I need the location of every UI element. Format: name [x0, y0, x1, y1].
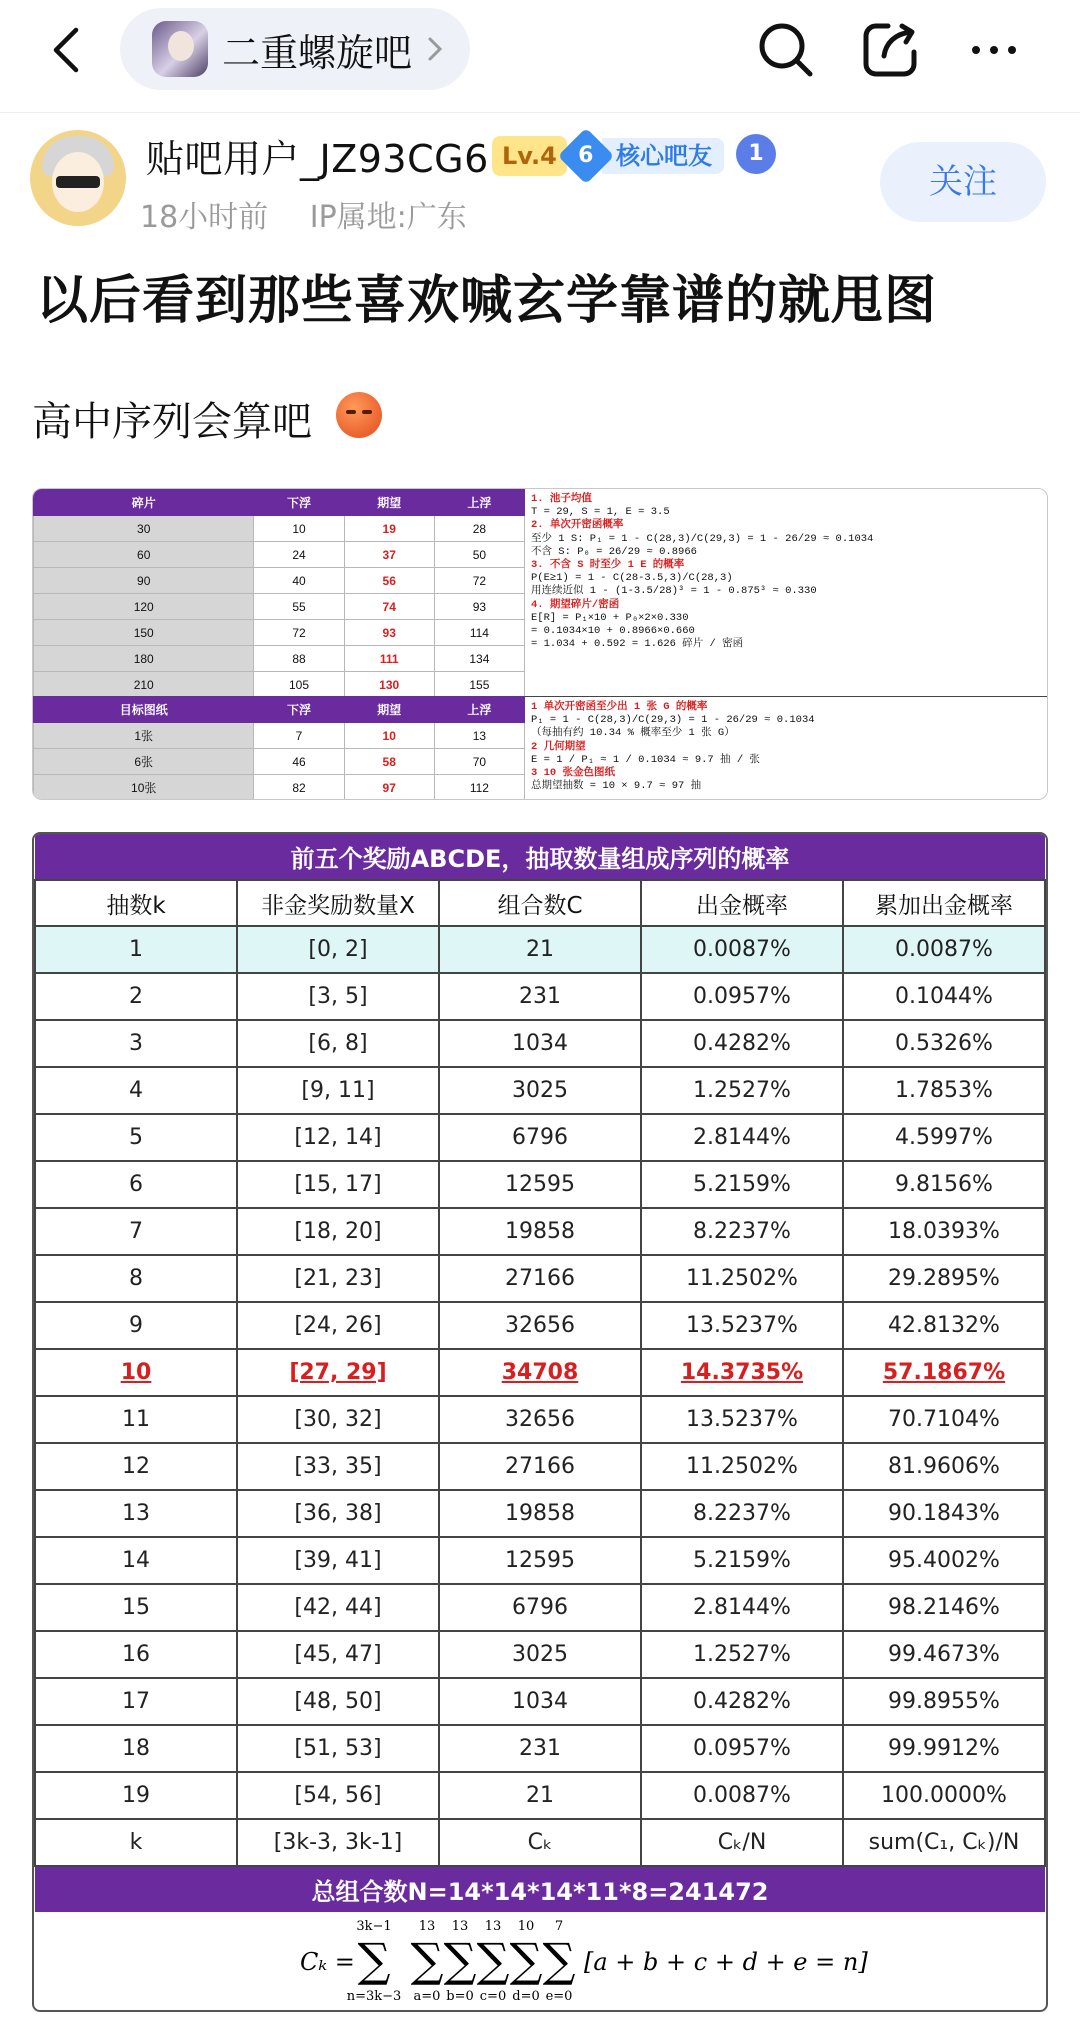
- table-cell: 1: [35, 926, 237, 973]
- table-cell: 6796: [439, 1114, 641, 1161]
- table-cell: 21: [439, 926, 641, 973]
- table-cell: [42, 44]: [237, 1584, 439, 1631]
- column-header: 组合数C: [439, 880, 641, 926]
- table-cell: 70.7104%: [843, 1396, 1045, 1443]
- table-cell: 19858: [439, 1208, 641, 1255]
- forum-avatar: [152, 21, 208, 77]
- table-cell: 93: [434, 594, 524, 620]
- note-line: 2. 单次开密函概率: [531, 519, 624, 532]
- table-cell: 3: [35, 1020, 237, 1067]
- table-row: [35, 1208, 1045, 1255]
- sum6-upper: 7: [554, 1919, 564, 1934]
- sum5-lower: d=0: [512, 1989, 540, 2004]
- table-cell: 15: [35, 1584, 237, 1631]
- table-cell: 6张: [34, 749, 254, 775]
- sum1-lower: n=3k−3: [346, 1989, 402, 2004]
- table-row: [35, 1020, 1045, 1067]
- core-member-badge: [566, 134, 724, 178]
- table-row: [35, 1537, 1045, 1584]
- table-cell: 70: [434, 749, 524, 775]
- note-line: T = 29, S = 1, E = 3.5: [531, 506, 670, 519]
- table-cell: 12: [35, 1443, 237, 1490]
- shard-table: [33, 489, 525, 698]
- table-cell: [18, 20]: [237, 1208, 439, 1255]
- table-row: [34, 568, 525, 594]
- table-cell: 57.1867%: [843, 1349, 1045, 1396]
- table-cell: [9, 11]: [237, 1067, 439, 1114]
- table-cell: 34708: [439, 1349, 641, 1396]
- table-cell: 99.9912%: [843, 1725, 1045, 1772]
- post-title: 以后看到那些喜欢喊玄学靠谱的就甩图: [36, 271, 938, 331]
- table-row: [34, 749, 525, 775]
- formula-lhs: Cₖ =: [300, 1948, 355, 1976]
- column-header: 非金奖励数量X: [237, 880, 439, 926]
- column-header: 上浮: [434, 490, 524, 516]
- core-member-number: 6: [558, 128, 615, 185]
- table-cell: 40: [254, 568, 344, 594]
- table-cell: 16: [35, 1631, 237, 1678]
- post-image-expectation-table[interactable]: [32, 488, 1048, 800]
- svg-text:∑: ∑: [509, 1933, 543, 1987]
- note-line: 1 单次开密函至少出 1 张 G 的概率: [531, 701, 708, 713]
- column-header: 累加出金概率: [843, 880, 1045, 926]
- total-combinations: 总组合数N=14*14*14*11*8=241472: [35, 1866, 1045, 1912]
- table-cell: 19: [344, 516, 434, 542]
- table-cell: 14: [35, 1537, 237, 1584]
- table-cell: 105: [254, 672, 344, 698]
- table-cell: [45, 47]: [237, 1631, 439, 1678]
- table-cell: 1.7853%: [843, 1067, 1045, 1114]
- table-row: [35, 1349, 1045, 1396]
- table-cell: 0.0957%: [641, 1725, 843, 1772]
- note-line: 至少 1 S: P₁ = 1 - C(28,3)/C(29,3) = 1 - 26/29 ≈ 0.1034: [531, 532, 874, 545]
- table-cell: 1.2527%: [641, 1067, 843, 1114]
- table-row: [35, 1255, 1045, 1302]
- note-line: （每抽有约 10.34 % 概率至少 1 张 G）: [531, 727, 735, 740]
- table-cell: [48, 50]: [237, 1678, 439, 1725]
- table-row: [34, 775, 525, 801]
- table-cell: 19858: [439, 1490, 641, 1537]
- svg-text:∑: ∑: [443, 1933, 477, 1987]
- table-cell: 130: [344, 672, 434, 698]
- table-cell: 1.2527%: [641, 1631, 843, 1678]
- table-cell: 0.0087%: [843, 926, 1045, 973]
- follow-button[interactable]: 关注: [880, 142, 1046, 222]
- table-cell: [54, 56]: [237, 1772, 439, 1819]
- formula-body: [a + b + c + d + e = n]: [584, 1948, 868, 1976]
- table-cell: 17: [35, 1678, 237, 1725]
- table-cell: 120: [34, 594, 254, 620]
- rank-badge: 1: [736, 134, 776, 174]
- table-row: [35, 1631, 1045, 1678]
- column-header: 下浮: [254, 697, 344, 723]
- table-cell: [33, 35]: [237, 1443, 439, 1490]
- share-icon[interactable]: [858, 18, 922, 82]
- table-cell: 98.2146%: [843, 1584, 1045, 1631]
- table-cell: [3k-3, 3k-1]: [237, 1819, 439, 1866]
- table-row: [35, 1161, 1045, 1208]
- table-cell: 9.8156%: [843, 1161, 1045, 1208]
- table-cell: 72: [254, 620, 344, 646]
- table-cell: 0.0087%: [641, 926, 843, 973]
- level-badge: Lv.4: [492, 136, 567, 176]
- calc-notes-bottom: [525, 697, 1048, 793]
- table-cell: 0.0957%: [641, 973, 843, 1020]
- table-cell: [6, 8]: [237, 1020, 439, 1067]
- sum4-lower: c=0: [479, 1989, 507, 2004]
- table-cell: 99.4673%: [843, 1631, 1045, 1678]
- table-cell: 97: [344, 775, 434, 801]
- column-header: 碎片: [34, 490, 254, 516]
- sum6-lower: e=0: [545, 1989, 573, 2004]
- table-row: [35, 1725, 1045, 1772]
- table-row: [35, 1678, 1045, 1725]
- table-row: [34, 542, 525, 568]
- table-cell: 0.0087%: [641, 1772, 843, 1819]
- table-cell: 10张: [34, 775, 254, 801]
- table-cell: 58: [344, 749, 434, 775]
- table-cell: [51, 53]: [237, 1725, 439, 1772]
- note-line: P₁ = 1 - C(28,3)/C(29,3) = 1 - 26/29 ≈ 0.1034: [531, 714, 815, 727]
- table-cell: 180: [34, 646, 254, 672]
- note-line: 用连续近似 1 - (1-3.5/28)³ = 1 - 0.875³ ≈ 0.330: [531, 585, 817, 598]
- table-cell: 11: [35, 1396, 237, 1443]
- table-row: [34, 672, 525, 698]
- ip-location: IP属地:广东: [309, 200, 467, 235]
- table-row: [35, 1490, 1045, 1537]
- table-cell: 21: [439, 1772, 641, 1819]
- table-cell: 5.2159%: [641, 1161, 843, 1208]
- table-cell: [39, 41]: [237, 1537, 439, 1584]
- svg-text:∑: ∑: [476, 1933, 510, 1987]
- table-cell: 8.2237%: [641, 1490, 843, 1537]
- table-cell: 5.2159%: [641, 1537, 843, 1584]
- search-icon[interactable]: [754, 18, 818, 82]
- table-cell: 27166: [439, 1255, 641, 1302]
- table-row: [35, 1584, 1045, 1631]
- table-cell: 10: [35, 1349, 237, 1396]
- forum-entry-pill[interactable]: [120, 8, 470, 90]
- table-cell: 3025: [439, 1631, 641, 1678]
- table-cell: 6796: [439, 1584, 641, 1631]
- table-title: 前五个奖励ABCDE，抽取数量组成序列的概率: [35, 834, 1045, 880]
- table-cell: 14.3735%: [641, 1349, 843, 1396]
- table-cell: 56: [344, 568, 434, 594]
- table-cell: 50: [434, 542, 524, 568]
- table-cell: [36, 38]: [237, 1490, 439, 1537]
- table-cell: 1张: [34, 723, 254, 749]
- post-body: 高中序列会算吧: [32, 399, 312, 445]
- column-header: 期望: [344, 490, 434, 516]
- table-cell: 12595: [439, 1537, 641, 1584]
- table-cell: 90: [34, 568, 254, 594]
- table-cell: 93: [344, 620, 434, 646]
- table-cell: sum(C₁, Cₖ)/N: [843, 1819, 1045, 1866]
- table-cell: 7: [254, 723, 344, 749]
- table-cell: 8.2237%: [641, 1208, 843, 1255]
- column-header: 期望: [344, 697, 434, 723]
- table-cell: 18: [35, 1725, 237, 1772]
- table-row: [35, 1302, 1045, 1349]
- table-cell: [3, 5]: [237, 973, 439, 1020]
- table-row: [34, 516, 525, 542]
- table-cell: 0.4282%: [641, 1678, 843, 1725]
- svg-text:∑: ∑: [542, 1933, 576, 1987]
- table-cell: 30: [34, 516, 254, 542]
- table-cell: [27, 29]: [237, 1349, 439, 1396]
- table-cell: [15, 17]: [237, 1161, 439, 1208]
- note-line: P(E≥1) = 1 - C(28-3.5,3)/C(28,3): [531, 572, 733, 585]
- svg-text:∑: ∑: [410, 1933, 444, 1987]
- table-row: [35, 973, 1045, 1020]
- table-cell: 7: [35, 1208, 237, 1255]
- table-cell: 2.8144%: [641, 1114, 843, 1161]
- table-cell: 4.5997%: [843, 1114, 1045, 1161]
- table-cell: 112: [434, 775, 524, 801]
- table-cell: 5: [35, 1114, 237, 1161]
- table-row: [34, 594, 525, 620]
- table-cell: 155: [434, 672, 524, 698]
- sum3-lower: b=0: [446, 1989, 474, 2004]
- table-cell: 0.4282%: [641, 1020, 843, 1067]
- table-cell: 74: [344, 594, 434, 620]
- table-cell: 0.1044%: [843, 973, 1045, 1020]
- table-cell: 210: [34, 672, 254, 698]
- table-cell: 11.2502%: [641, 1255, 843, 1302]
- sum5-upper: 10: [517, 1919, 535, 1934]
- column-header: 出金概率: [641, 880, 843, 926]
- sum4-upper: 13: [484, 1919, 502, 1934]
- table-cell: 114: [434, 620, 524, 646]
- more-options-icon[interactable]: [962, 18, 1026, 82]
- table-row: [35, 1443, 1045, 1490]
- table-cell: 32656: [439, 1302, 641, 1349]
- table-cell: 6: [35, 1161, 237, 1208]
- top-navigation: [0, 0, 1080, 100]
- table-cell: 82: [254, 775, 344, 801]
- table-cell: 9: [35, 1302, 237, 1349]
- table-cell: 19: [35, 1772, 237, 1819]
- table-cell: 18.0393%: [843, 1208, 1045, 1255]
- forum-name: 二重螺旋吧: [222, 30, 413, 75]
- svg-text:∑: ∑: [357, 1933, 391, 1987]
- username[interactable]: 贴吧用户_JZ93CG6: [146, 137, 489, 181]
- table-cell: 60: [34, 542, 254, 568]
- table-cell: [12, 14]: [237, 1114, 439, 1161]
- table-cell: [21, 23]: [237, 1255, 439, 1302]
- table-cell: 95.4002%: [843, 1537, 1045, 1584]
- table-cell: 1034: [439, 1020, 641, 1067]
- table-row: [35, 1067, 1045, 1114]
- table-cell: 42.8132%: [843, 1302, 1045, 1349]
- table-cell: 231: [439, 973, 641, 1020]
- table-row: [35, 926, 1045, 973]
- user-avatar[interactable]: [30, 130, 126, 226]
- table-cell: 99.8955%: [843, 1678, 1045, 1725]
- note-line: 3. 不含 S 时至少 1 E 的概率: [531, 559, 685, 572]
- chevron-right-icon: [424, 29, 448, 69]
- smirk-emoji-icon: [336, 392, 382, 438]
- divider: [0, 112, 1080, 113]
- table-row: [34, 723, 525, 749]
- note-line: E[R] = P₁×10 + P₀×2×0.330: [531, 611, 689, 624]
- post-meta: [140, 192, 467, 236]
- table-cell: [30, 32]: [237, 1396, 439, 1443]
- table-cell: Cₖ/N: [641, 1819, 843, 1866]
- table-cell: 24: [254, 542, 344, 568]
- table-cell: 72: [434, 568, 524, 594]
- table-row: [35, 1819, 1045, 1866]
- table-cell: 13.5237%: [641, 1302, 843, 1349]
- calc-notes-top: [525, 489, 1048, 651]
- note-line: 1. 池子均值: [531, 493, 592, 505]
- table-cell: 8: [35, 1255, 237, 1302]
- formula: [34, 1912, 1046, 2008]
- table-cell: 13: [434, 723, 524, 749]
- table-cell: 32656: [439, 1396, 641, 1443]
- back-arrow-icon[interactable]: [40, 22, 96, 78]
- column-header: 抽数k: [35, 880, 237, 926]
- table-cell: [0, 2]: [237, 926, 439, 973]
- table-cell: 29.2895%: [843, 1255, 1045, 1302]
- post-image-probability-table[interactable]: [32, 832, 1048, 2012]
- sum2-lower: a=0: [413, 1989, 441, 2004]
- note-line: 总期望抽数 = 10 × 9.7 ≈ 97 抽: [531, 780, 702, 793]
- table-row: [35, 1772, 1045, 1819]
- table-cell: 28: [434, 516, 524, 542]
- table-cell: 231: [439, 1725, 641, 1772]
- sum3-upper: 13: [451, 1919, 469, 1934]
- core-member-label: 核心吧友: [602, 138, 724, 174]
- table-row: [34, 620, 525, 646]
- table-cell: Cₖ: [439, 1819, 641, 1866]
- probability-table: [34, 834, 1046, 1912]
- table-cell: 12595: [439, 1161, 641, 1208]
- table-row: [34, 646, 525, 672]
- table-cell: 100.0000%: [843, 1772, 1045, 1819]
- table-cell: 1034: [439, 1678, 641, 1725]
- table-cell: 11.2502%: [641, 1443, 843, 1490]
- table-cell: 46: [254, 749, 344, 775]
- sum1-upper: 3k−1: [356, 1919, 392, 1934]
- table-row: [35, 1396, 1045, 1443]
- table-cell: 55: [254, 594, 344, 620]
- column-header: 上浮: [434, 697, 524, 723]
- post-time: 18小时前: [140, 200, 269, 235]
- table-cell: 13: [35, 1490, 237, 1537]
- note-line: 2 几何期望: [531, 740, 586, 753]
- note-line: = 0.1034×10 + 0.8966×0.660: [531, 625, 695, 638]
- note-line: E = 1 / P₁ ≈ 1 / 0.1034 ≈ 9.7 抽 / 张: [531, 753, 760, 766]
- table-row: [35, 1114, 1045, 1161]
- table-cell: 81.9606%: [843, 1443, 1045, 1490]
- table-cell: 111: [344, 646, 434, 672]
- note-line: 3 10 张金色图纸: [531, 767, 616, 780]
- table-cell: 0.5326%: [843, 1020, 1045, 1067]
- table-cell: 2: [35, 973, 237, 1020]
- note-line: 4. 期望碎片/密函: [531, 598, 620, 611]
- table-cell: 3025: [439, 1067, 641, 1114]
- table-cell: 90.1843%: [843, 1490, 1045, 1537]
- table-cell: 27166: [439, 1443, 641, 1490]
- blueprint-table: [33, 696, 525, 800]
- sum2-upper: 13: [418, 1919, 436, 1934]
- table-cell: 134: [434, 646, 524, 672]
- table-cell: 37: [344, 542, 434, 568]
- table-cell: k: [35, 1819, 237, 1866]
- table-cell: [24, 26]: [237, 1302, 439, 1349]
- note-line: 不含 S: P₀ = 26/29 ≈ 0.8966: [531, 545, 697, 558]
- table-cell: 4: [35, 1067, 237, 1114]
- table-cell: 2.8144%: [641, 1584, 843, 1631]
- table-cell: 150: [34, 620, 254, 646]
- column-header: 目标图纸: [34, 697, 254, 723]
- table-cell: 88: [254, 646, 344, 672]
- table-cell: 10: [254, 516, 344, 542]
- table-cell: 10: [344, 723, 434, 749]
- note-line: = 1.034 + 0.592 = 1.626 碎片 / 密函: [531, 638, 744, 651]
- column-header: 下浮: [254, 490, 344, 516]
- table-cell: 13.5237%: [641, 1396, 843, 1443]
